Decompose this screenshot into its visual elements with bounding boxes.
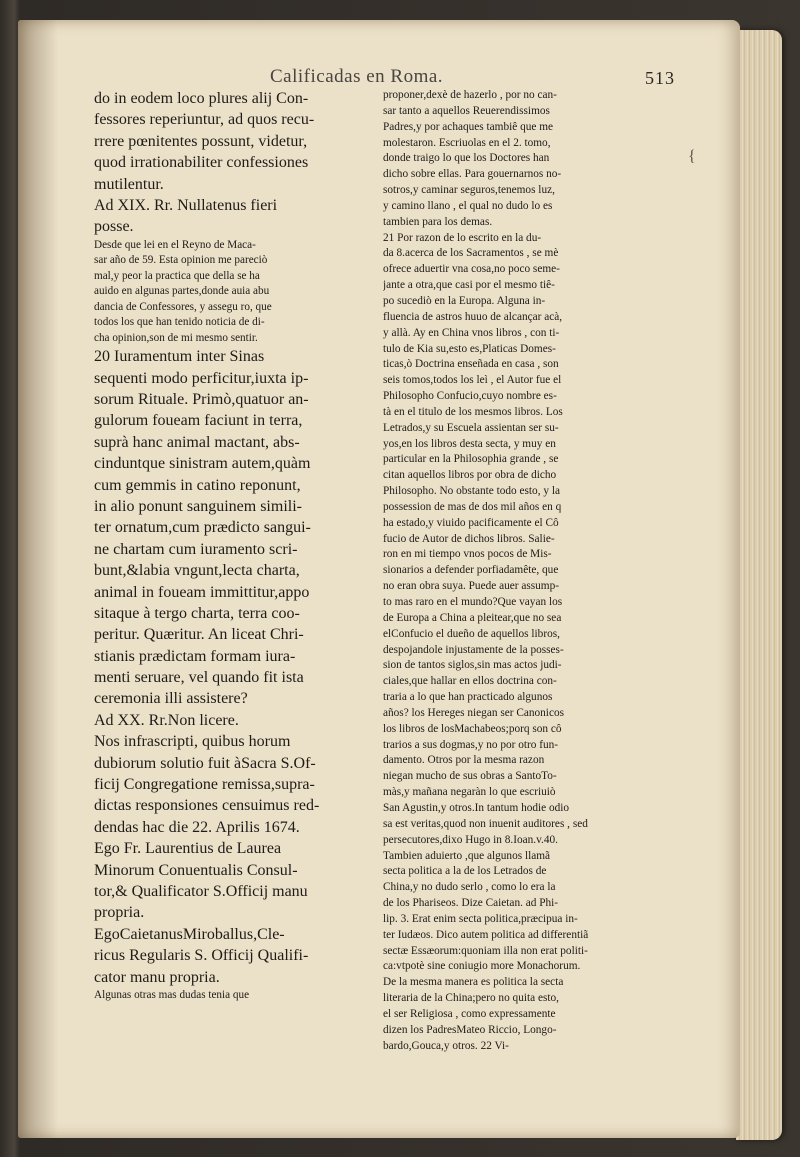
right-text-line: ron en mi tiempo vnos pocos de Mis- xyxy=(383,548,552,561)
left-text-line: cha opinion,son de mi mesmo sentir. xyxy=(94,331,258,344)
spine-shadow xyxy=(18,20,58,1138)
right-text-line: trarios a sus dogmas,y no por otro fun- xyxy=(383,738,559,751)
right-text-line: los libros de losMachabeos;porq son cô xyxy=(383,722,562,735)
right-text-line: ciales,que hallar en ellos doctrina con- xyxy=(383,675,557,688)
left-text-line: 20 Iuramentum inter Sinas xyxy=(94,348,265,366)
right-text-line: donde traigo lo que los Doctores han xyxy=(383,152,550,165)
running-head: Calificadas en Roma. xyxy=(270,66,444,87)
right-text-line: possession de mas de dos mil años en q xyxy=(383,500,562,513)
right-text-line: China,y no dudo serlo , como lo era la xyxy=(383,881,556,894)
right-text-line: màs,y mañana negaràn lo que escriuiò xyxy=(383,786,556,799)
left-text-line: menti seruare, vel quando fit ista xyxy=(94,669,304,687)
left-text-line: dancia de Confessores, y assegu ro, que xyxy=(94,300,272,313)
left-text-line: Minorum Conuentualis Consul- xyxy=(94,861,298,879)
right-text-line: tambien para los demas. xyxy=(383,215,493,228)
left-text-line: bunt,&labia vngunt,lecta charta, xyxy=(94,562,300,580)
left-text-line: sitaque à tergo charta, terra coo- xyxy=(94,604,300,622)
right-text-line: y allà. Ay en China vnos libros , con ti- xyxy=(383,326,560,339)
left-column xyxy=(94,88,364,1003)
left-text-line: in alio ponunt sanguinem simili- xyxy=(94,497,302,515)
right-text-line: tà en el titulo de los mesmos libros. Los xyxy=(383,405,563,418)
left-text-line: quod irrationabiliter confessiones xyxy=(94,154,309,172)
page-number: 513 xyxy=(645,68,675,88)
right-text-line: secta politica a la de los Letrados de xyxy=(383,865,547,878)
left-text-line: dendas hac die 22. Aprilis 1674. xyxy=(94,818,300,836)
right-text-line: sar tanto a aquellos Reuerendissimos xyxy=(383,104,550,117)
right-text-line: despojandole injustamente de la posses- xyxy=(383,643,564,656)
right-text-line: elConfucio el dueño de aquellos libros, xyxy=(383,627,560,640)
left-text-line: Ad XX. Rr.Non licere. xyxy=(94,711,239,729)
right-text-line: Philosopho. No obstante todo esto, y la xyxy=(383,485,560,498)
left-text-line: Nos infrascripti, quibus horum xyxy=(94,733,291,751)
left-text-line: Ego Fr. Laurentius de Laurea xyxy=(94,840,282,858)
right-text-line: ter Iudæos. Dico autem politica ad differentiã xyxy=(383,928,589,941)
left-text-line: propria. xyxy=(94,904,145,922)
right-text-line: de los Phariseos. Dize Caietan. ad Phi- xyxy=(383,897,559,910)
right-text-line: ofrece aduertir vna cosa,no poco seme- xyxy=(383,263,560,276)
left-text-line: do in eodem loco plures alij Con- xyxy=(94,90,309,107)
right-text-line: bardo,Gouca,y otros. 22 Vi- xyxy=(383,1039,509,1052)
right-text-line: molestaron. Escriuolas en el 2. tomo, xyxy=(383,136,551,149)
left-text-line: posse. xyxy=(94,218,134,236)
left-text-line: todos los que han tenido noticia de di- xyxy=(94,316,265,329)
right-text-line: fucio de Autor de dichos libros. Salie- xyxy=(383,532,555,545)
left-text-line: EgoCaietanusMiroballus,Cle- xyxy=(94,925,285,943)
left-text-line: ter ornatum,cum prædicto sangui- xyxy=(94,519,311,537)
left-text-line: tor,& Qualificator S.Officij manu xyxy=(94,883,308,900)
right-text-line: 21 Por razon de lo escrito en la du- xyxy=(383,231,542,244)
right-text-line: jante a otra,que casi por el mesmo tiê- xyxy=(383,279,555,292)
right-text-line: ha estado,y viuido pacificamente el Cô xyxy=(383,516,559,529)
right-text-line: ticas,ò Doctrina enseñada en casa , son xyxy=(383,358,559,371)
right-text-line: seis tomos,todos los leì , el Autor fue el xyxy=(383,374,562,387)
left-text-line: gulorum foueam faciunt in terra, xyxy=(94,412,303,430)
right-text-line: San Agustin,y otros.In tantum hodie odio xyxy=(383,801,570,814)
right-text-line: de Europa a China a pleitear,que no sea xyxy=(383,611,562,624)
right-text-line: proponer,dexè de hazerlo , por no can- xyxy=(383,89,557,101)
right-text-line: lip. 3. Erat enim secta politica,præcipua in- xyxy=(383,912,578,925)
left-text-line: mutilentur. xyxy=(94,175,164,193)
left-text-line: fessores reperiuntur, ad quos recu- xyxy=(94,111,315,129)
left-text-line: ficij Congregatione remissa,supra- xyxy=(94,776,315,794)
left-text-line: mal,y peor la practica que della se ha xyxy=(94,269,260,282)
right-text-line: Philosopho Confucio,cuyo nombre es- xyxy=(383,390,557,403)
left-text-line: Ad XIX. Rr. Nullatenus fieri xyxy=(94,196,278,214)
left-text-line: auido en algunas partes,donde auia abu xyxy=(94,285,270,298)
left-text-line: sequenti modo perficitur,iuxta ip- xyxy=(94,369,309,387)
right-column xyxy=(383,88,655,1054)
left-text-line: ne chartam cum iuramento scri- xyxy=(94,540,298,558)
left-text-line: dictas responsiones censuimus red- xyxy=(94,797,320,815)
right-text-line: no eran obra suya. Puede auer assump- xyxy=(383,580,559,593)
right-text-line: y camino llano , el qual no dudo lo es xyxy=(383,199,553,212)
right-text-line: ca:vtpotè sine coniugio more Monachorum. xyxy=(383,960,581,973)
left-text-line: cator manu propria. xyxy=(94,968,220,986)
right-text-line: niegan mucho de sus obras a SantoTo- xyxy=(383,770,557,783)
left-text-line: sar año de 59. Esta opinion me pareciò xyxy=(94,254,268,267)
right-text-line: De la mesma manera es politica la secta xyxy=(383,976,564,989)
right-text-line: sionarios a defender porfiadamête, que xyxy=(383,564,559,577)
right-text-line: damento. Otros por la mesma razon xyxy=(383,754,545,767)
right-text-line: citan aquellos libros por obra de dicho xyxy=(383,469,557,482)
right-text-line: po sucediò en la Europa. Alguna in- xyxy=(383,294,546,307)
right-text-line: to mas raro en el mundo?Que vayan los xyxy=(383,596,563,608)
right-text-line: literaria de la China;pero no quita esto, xyxy=(383,992,559,1005)
right-text-line: dicho sobre ellas. Para gouernarnos no- xyxy=(383,168,562,181)
left-text-line: rrere pœnitentes possunt, videtur, xyxy=(94,132,308,150)
right-text-line: el ser Religiosa , como expressamente xyxy=(383,1007,556,1020)
right-text-line: da 8.acerca de los Sacramentos , se mè xyxy=(383,247,559,260)
margin-mark: { xyxy=(688,148,696,165)
left-text-line: cum gemmis in catino reponunt, xyxy=(94,476,301,494)
left-text-line: ceremonia illi assistere? xyxy=(94,690,248,708)
right-text-line: yos,en los libros desta secta, y muy en xyxy=(383,437,556,450)
right-text-line: traria a lo que han practicado algunos xyxy=(383,691,553,704)
page-edges xyxy=(736,30,782,1140)
left-text-line: stianis prædictam formam iura- xyxy=(94,647,296,665)
right-text-line: persecutores,dixo Hugo in 8.Ioan.v.40. xyxy=(383,833,558,846)
right-text-line: dizen los PadresMateo Riccio, Longo- xyxy=(383,1023,557,1036)
right-text-line: sectæ Essæorum:quoniam illa non erat politi- xyxy=(383,944,588,957)
right-text-line: fluencia de astros huuo de alcançar acà, xyxy=(383,310,563,323)
right-text-line: sotros,y caminar seguros,tenemos luz, xyxy=(383,184,555,197)
right-text-line: Padres,y por achaques tambiê que me xyxy=(383,120,554,133)
left-text-line: peritur. Quæritur. An liceat Chri- xyxy=(94,626,304,644)
left-text-line: suprà hanc animal mactant, abs- xyxy=(94,433,300,451)
left-text-line: sorum Rituale. Primò,quatuor an- xyxy=(94,391,309,409)
right-text-line: sa est veritas,quod non inuenit auditores , sed xyxy=(383,817,588,830)
right-text-line: Letrados,y su Escuela assientan ser su- xyxy=(383,421,559,434)
left-text-line: ricus Regularis S. Officij Qualifi- xyxy=(94,947,309,965)
right-text-line: particular en la Philosophia grande , se xyxy=(383,453,559,466)
right-text-line: Tambien aduierto ,que algunos llamã xyxy=(383,849,551,862)
left-text-line: Algunas otras mas dudas tenia que xyxy=(94,988,250,1001)
left-text-line: cinduntque sinistram autem,quàm xyxy=(94,455,311,473)
right-text-line: tulo de Kia su,esto es,Platicas Domes- xyxy=(383,342,556,355)
left-text-line: dubiorum solutio fuit àSacra S.Of- xyxy=(94,754,316,772)
left-text-line: Desde que lei en el Reyno de Maca- xyxy=(94,238,256,251)
right-text-line: sion de tantos siglos,sin mas actos judi- xyxy=(383,659,562,672)
left-text-line: animal in foueam immittitur,appo xyxy=(94,583,310,601)
right-text-line: años? los Hereges niegan ser Canonicos xyxy=(383,706,565,719)
